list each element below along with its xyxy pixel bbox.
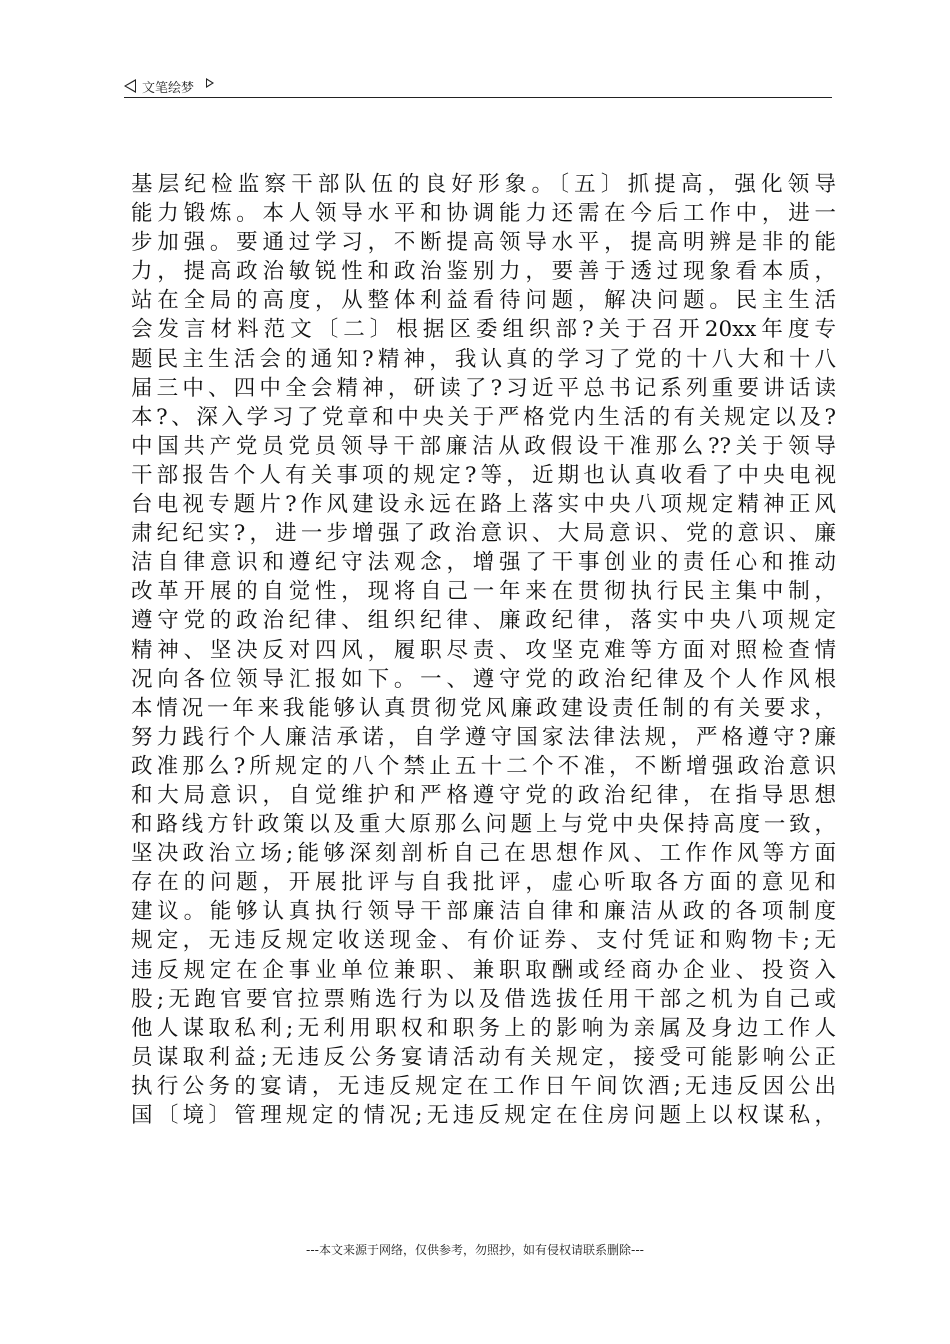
text-line: 存在的问题，开展批评与自我批评，虚心听取各方面的意见和 [131,870,836,896]
body-text [131,170,836,1130]
text-line: 违反规定在企事业单位兼职、兼职取酬或经商办企业、投资入 [131,957,836,983]
text-line: 改革开展的自觉性，现将自己一年来在贯彻执行民主集中制， [131,579,836,605]
text-line: 洁自律意识和遵纪守法观念，增强了干事创业的责任心和推动 [131,550,836,576]
text-line: 执行公务的宴请，无违反规定在工作日午间饮酒;无违反因公出 [131,1073,836,1099]
text-line: 中国共产党员党员领导干部廉洁从政假设干准那么??关于领导 [131,433,836,459]
text-line: 基层纪检监察干部队伍的良好形象。〔五〕抓提高，强化领导 [131,172,836,197]
text-line: 题民主生活会的通知?精神，我认真的学习了党的十八大和十八 [131,346,836,372]
text-line: 和路线方针政策以及重大原那么问题上与党中央保持高度一致， [131,812,836,838]
text-line: 遵守党的政治纪律、组织纪律、廉政纪律，落实中央八项规定 [131,608,836,634]
text-line: 政准那么?所规定的八个禁止五十二个不准，不断增强政治意识 [131,753,836,779]
text-line: 干部报告个人有关事项的规定?等，近期也认真收看了中央电视 [131,462,836,488]
text-line: 员谋取利益;无违反公务宴请活动有关规定，接受可能影响公正 [131,1044,836,1070]
text-line: 本情况一年来我能够认真贯彻党风廉政建设责任制的有关要求， [131,695,836,721]
text-line: 力，提高政治敏锐性和政治鉴别力，要善于透过现象看本质， [131,259,836,285]
page-header [124,76,214,96]
text-line: 国〔境〕管理规定的情况;无违反规定在住房问题上以权谋私， [131,1103,836,1128]
text-line: 届三中、四中全会精神，研读了?习近平总书记系列重要讲话读 [131,375,836,401]
header-divider [124,97,832,98]
text-line: 会发言材料范文〔二〕根据区委组织部?关于召开20xx年度专 [131,317,836,343]
text-line: 努力践行个人廉洁承诺，自学遵守国家法律法规，严格遵守?廉 [131,724,836,750]
text-line: 规定，无违反规定收送现金、有价证券、支付凭证和购物卡;无 [131,928,836,954]
text-line: 况向各位领导汇报如下。一、遵守党的政治纪律及个人作风根 [131,666,836,692]
text-line: 步加强。要通过学习，不断提高领导水平，提高明辨是非的能 [131,230,836,256]
footer-disclaimer: ---本文来源于网络，仅供参考，勿照抄，如有侵权请联系删除--- [306,1243,644,1257]
text-line: 他人谋取私利;无利用职权和职务上的影响为亲属及身边工作人 [131,1015,836,1041]
text-line: 精神、坚决反对四风，履职尽责、攻坚克难等方面对照检查情 [131,637,836,663]
triangle-right-icon [206,78,214,88]
text-line: 坚决政治立场;能够深刻剖析自己在思想作风、工作作风等方面 [131,841,836,867]
text-line: 股;无跑官要官拉票贿选行为以及借选拔任用干部之机为自己或 [131,986,836,1012]
text-line: 肃纪纪实?，进一步增强了政治意识、大局意识、党的意识、廉 [131,521,836,547]
text-line: 建议。能够认真执行领导干部廉洁自律和廉洁从政的各项制度 [131,899,836,925]
text-line: 能力锻炼。本人领导水平和协调能力还需在今后工作中，进一 [131,201,836,227]
text-line: 和大局意识，自觉维护和严格遵守党的政治纪律，在指导思想 [131,782,836,808]
text-line: 站在全局的高度，从整体利益看待问题，解决问题。民主生活 [131,288,836,314]
text-line: 本?、深入学习了党章和中央关于严格党内生活的有关规定以及? [131,404,836,430]
header-title: 文笔绘梦 [142,80,195,96]
triangle-left-icon [124,79,136,93]
text-line: 台电视专题片?作风建设永远在路上落实中央八项规定精神正风 [131,492,836,518]
